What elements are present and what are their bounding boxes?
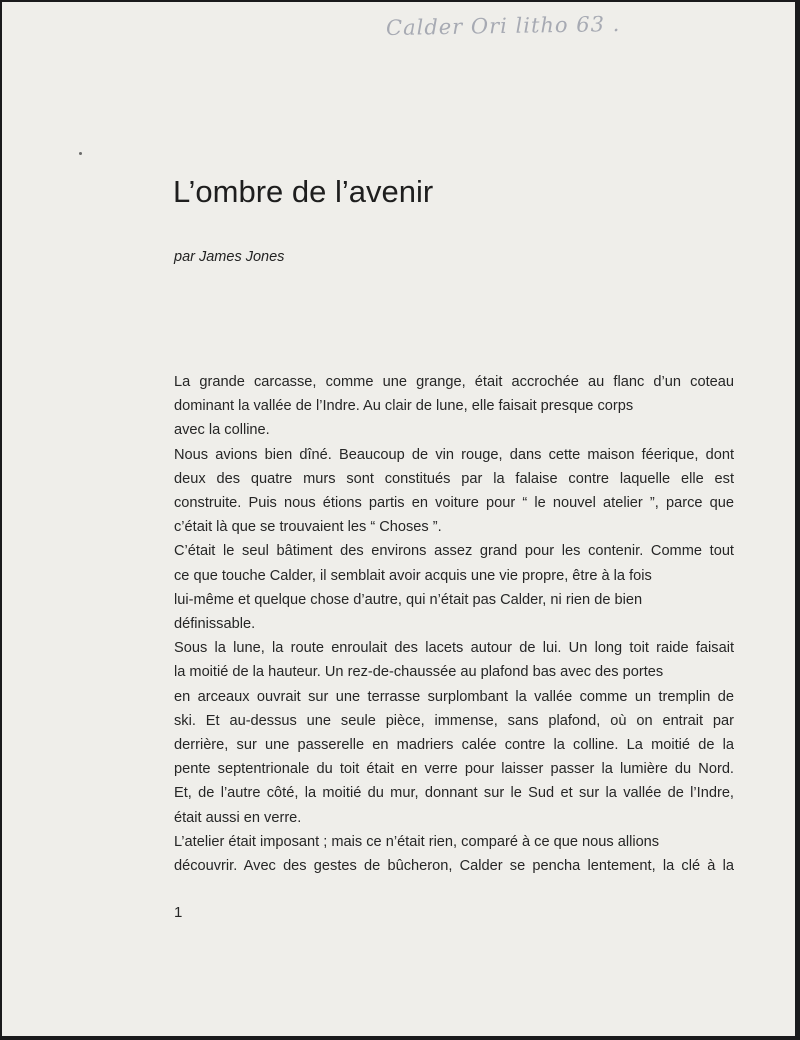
text-line: la moitié de la hauteur. Un rez-de-chaussée au plafond bas avec des portes — [174, 664, 664, 681]
text-line: deux des quatre murs sont constitués par la falaise contre laquelle elle est — [174, 470, 734, 487]
text-line: avec la colline. — [174, 422, 270, 439]
text-line: c’était là que se trouvaient les “ Choses ”. — [174, 519, 442, 536]
text-line: derrière, sur une passerelle en madriers calée contre la colline. La moitié de la — [174, 737, 734, 754]
text-line: définissable. — [174, 616, 256, 633]
text-line: C’était le seul bâtiment des environs assez grand pour les contenir. Comme tout — [174, 543, 734, 560]
text-line: La grande carcasse, comme une grange, était accrochée au flanc d’un coteau — [174, 374, 734, 390]
text-line: était aussi en verre. — [174, 809, 302, 826]
text-line: ce que touche Calder, il semblait avoir acquis une vie propre, être à la fois — [174, 567, 652, 584]
handwritten-annotation: Calder Ori litho 63 . — [385, 11, 621, 41]
text-line: ski. Et au-dessus une seule pièce, immense, sans plafond, où on entrait par — [174, 712, 734, 729]
paper-speck — [79, 152, 82, 155]
text-line: pente septentrionale du toit était en verre pour laisser passer la lumière du Nord. — [174, 761, 734, 778]
text-line: dominant la vallée de l’Indre. Au clair de lune, elle faisait presque corps — [174, 398, 634, 415]
body-text — [174, 370, 734, 878]
author-byline: par James Jones — [174, 249, 285, 265]
text-line: L’atelier était imposant ; mais ce n’était rien, comparé à ce que nous allions — [174, 833, 660, 850]
text-line: Et, de l’autre côté, la moitié du mur, donnant sur le Sud et sur la vallée de l’Indre, — [174, 785, 734, 802]
text-line: découvrir. Avec des gestes de bûcheron, Calder se pencha lentement, la clé à la — [174, 858, 734, 875]
page-title: L’ombre de l’avenir — [173, 174, 434, 209]
text-line: construite. Puis nous étions partis en voiture pour “ le nouvel atelier ”, parce que — [174, 495, 734, 512]
document-page — [2, 2, 795, 1036]
text-line: Sous la lune, la route enroulait des lacets autour de lui. Un long toit raide faisait — [174, 640, 734, 657]
text-line: Nous avions bien dîné. Beaucoup de vin rouge, dans cette maison féerique, dont — [174, 446, 734, 463]
text-line: lui-même et quelque chose d’autre, qui n’était pas Calder, ni rien de bien — [174, 591, 643, 608]
text-line: en arceaux ouvrait sur une terrasse surplombant la vallée comme un tremplin de — [174, 688, 734, 705]
page-number: 1 — [174, 904, 183, 921]
